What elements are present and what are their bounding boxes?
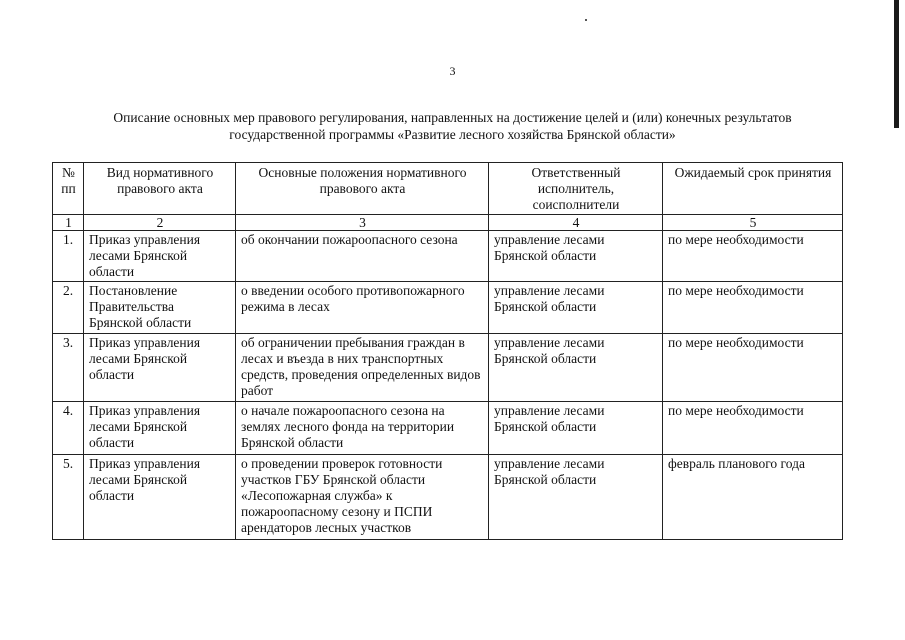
- row-number: 5.: [53, 455, 84, 540]
- column-index: 3: [236, 215, 489, 231]
- table-header-row: [53, 163, 843, 215]
- legal-measures-table: [52, 162, 843, 540]
- provisions-cell: о введении особого противопожарного режима в лесах: [236, 282, 489, 334]
- row-number: 1.: [53, 231, 84, 282]
- act-type-cell: Постановление Правительства Брянской области: [84, 282, 236, 334]
- act-type-cell: Приказ управления лесами Брянской области: [84, 231, 236, 282]
- provisions-cell: о проведении проверок готовности участков ГБУ Брянской области «Лесопожарная служба» к пожароопасному сезону и ПСПИ арендаторов лесных участков: [236, 455, 489, 540]
- term-cell: по мере необходимости: [663, 402, 843, 455]
- act-type-cell: Приказ управления лесами Брянской области: [84, 402, 236, 455]
- header-term: Ожидаемый срок принятия: [663, 163, 843, 215]
- act-type-cell: Приказ управления лесами Брянской области: [84, 455, 236, 540]
- act-type-cell: Приказ управления лесами Брянской области: [84, 334, 236, 402]
- table-row: [53, 231, 843, 282]
- term-cell: по мере необходимости: [663, 334, 843, 402]
- table-row: [53, 282, 843, 334]
- document-title-line-1: Описание основных мер правового регулирования, направленных на достижение целей и (или) конечных результатов: [113, 110, 792, 125]
- document-title: [40, 109, 865, 143]
- term-cell: по мере необходимости: [663, 231, 843, 282]
- executor-cell: управление лесами Брянской области: [489, 282, 663, 334]
- header-number: № пп: [53, 163, 84, 215]
- executor-cell: управление лесами Брянской области: [489, 402, 663, 455]
- executor-cell: управление лесами Брянской области: [489, 231, 663, 282]
- provisions-cell: об окончании пожароопасного сезона: [236, 231, 489, 282]
- provisions-cell: об ограничении пребывания граждан в лесах и въезда в них транспортных средств, проведения определенных видов работ: [236, 334, 489, 402]
- column-index: 4: [489, 215, 663, 231]
- executor-cell: управление лесами Брянской области: [489, 334, 663, 402]
- header-act-type: Вид нормативного правового акта: [84, 163, 236, 215]
- table-row: [53, 455, 843, 540]
- provisions-cell: о начале пожароопасного сезона на землях лесного фонда на территории Брянской области: [236, 402, 489, 455]
- table-row: [53, 402, 843, 455]
- row-number: 3.: [53, 334, 84, 402]
- term-cell: февраль планового года: [663, 455, 843, 540]
- row-number: 2.: [53, 282, 84, 334]
- page-number: 3: [449, 64, 456, 78]
- table-row: [53, 334, 843, 402]
- header-executor: Ответственный исполнитель, соисполнители: [489, 163, 663, 215]
- column-index: 1: [53, 215, 84, 231]
- column-index: 5: [663, 215, 843, 231]
- term-cell: по мере необходимости: [663, 282, 843, 334]
- column-index-row: [53, 215, 843, 231]
- scan-speck: [585, 19, 587, 21]
- header-provisions: Основные положения нормативного правового акта: [236, 163, 489, 215]
- executor-cell: управление лесами Брянской области: [489, 455, 663, 540]
- row-number: 4.: [53, 402, 84, 455]
- document-title-line-2: государственной программы «Развитие лесного хозяйства Брянской области»: [229, 127, 676, 142]
- column-index: 2: [84, 215, 236, 231]
